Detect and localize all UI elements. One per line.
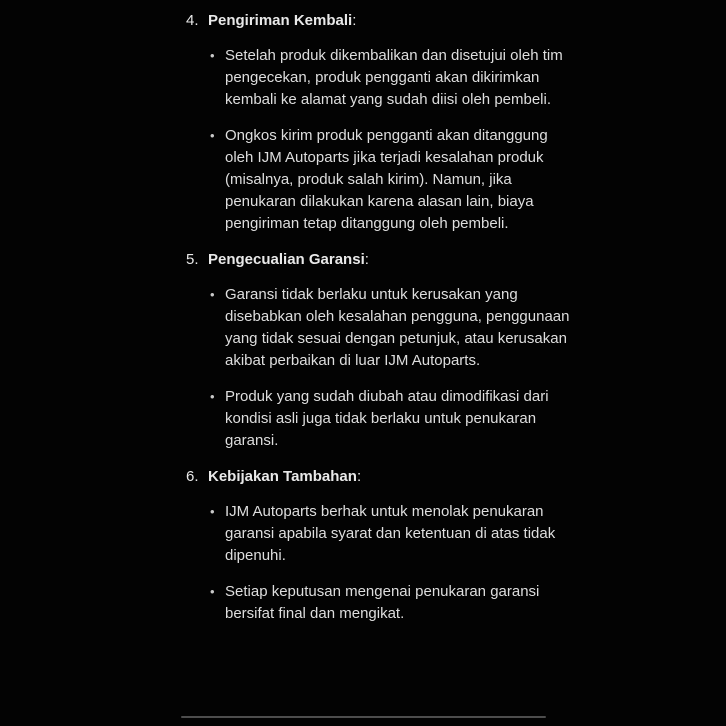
bullet-marker: • [210, 48, 215, 63]
bullet-marker: • [210, 287, 215, 302]
bullet-text: Ongkos kirim produk pengganti akan ditanggung oleh IJM Autoparts jika terjadi kesalahan produk (misalnya, produk salah kirim). Namun, jika penukaran dilakukan karena alasan lain, biaya pengiriman tetap ditanggung oleh pembeli. [225, 127, 548, 232]
section-pengecualian-garansi [186, 249, 574, 452]
bullet-item [186, 284, 574, 372]
section-title-suffix: : [352, 12, 357, 29]
section-title: Pengecualian Garansi [208, 251, 365, 268]
section-pengiriman-kembali [186, 10, 574, 235]
bullet-item [186, 501, 574, 567]
bullet-text: Setelah produk dikembalikan dan disetujui oleh tim pengecekan, produk pengganti akan dikirimkan kembali ke alamat yang sudah diisi oleh pembeli. [225, 47, 563, 108]
section-number: 5. [186, 251, 199, 268]
section-heading [186, 10, 574, 32]
bullet-marker: • [210, 128, 215, 143]
bullet-text: Produk yang sudah diubah atau dimodifikasi dari kondisi asli juga tidak berlaku untuk penukaran garansi. [225, 388, 549, 449]
section-heading [186, 466, 574, 488]
section-heading [186, 249, 574, 271]
bullet-marker: • [210, 389, 215, 404]
bullet-text: IJM Autoparts berhak untuk menolak penukaran garansi apabila syarat dan ketentuan di atas tidak dipenuhi. [225, 503, 556, 564]
bullet-item [186, 45, 574, 111]
bullet-marker: • [210, 504, 215, 519]
bullet-item [186, 581, 574, 625]
document-content [186, 10, 574, 639]
section-heading-text [208, 466, 361, 488]
bullet-text: Setiap keputusan mengenai penukaran garansi bersifat final dan mengikat. [225, 583, 540, 622]
bullet-item [186, 125, 574, 235]
section-heading-text [208, 10, 356, 32]
bullet-marker: • [210, 584, 215, 599]
bullet-text: Garansi tidak berlaku untuk kerusakan yang disebabkan oleh kesalahan pengguna, penggunaan yang tidak sesuai dengan petunjuk, atau kerusakan akibat perbaikan di luar IJM Autoparts. [225, 286, 570, 369]
section-number: 6. [186, 468, 199, 485]
section-title: Kebijakan Tambahan [208, 468, 357, 485]
section-title-suffix: : [364, 251, 369, 268]
section-heading-text [208, 249, 369, 271]
section-number: 4. [186, 12, 199, 29]
bottom-divider [181, 716, 546, 718]
section-title: Pengiriman Kembali [208, 12, 353, 29]
section-kebijakan-tambahan [186, 466, 574, 625]
section-title-suffix: : [356, 468, 362, 485]
bullet-item [186, 386, 574, 452]
